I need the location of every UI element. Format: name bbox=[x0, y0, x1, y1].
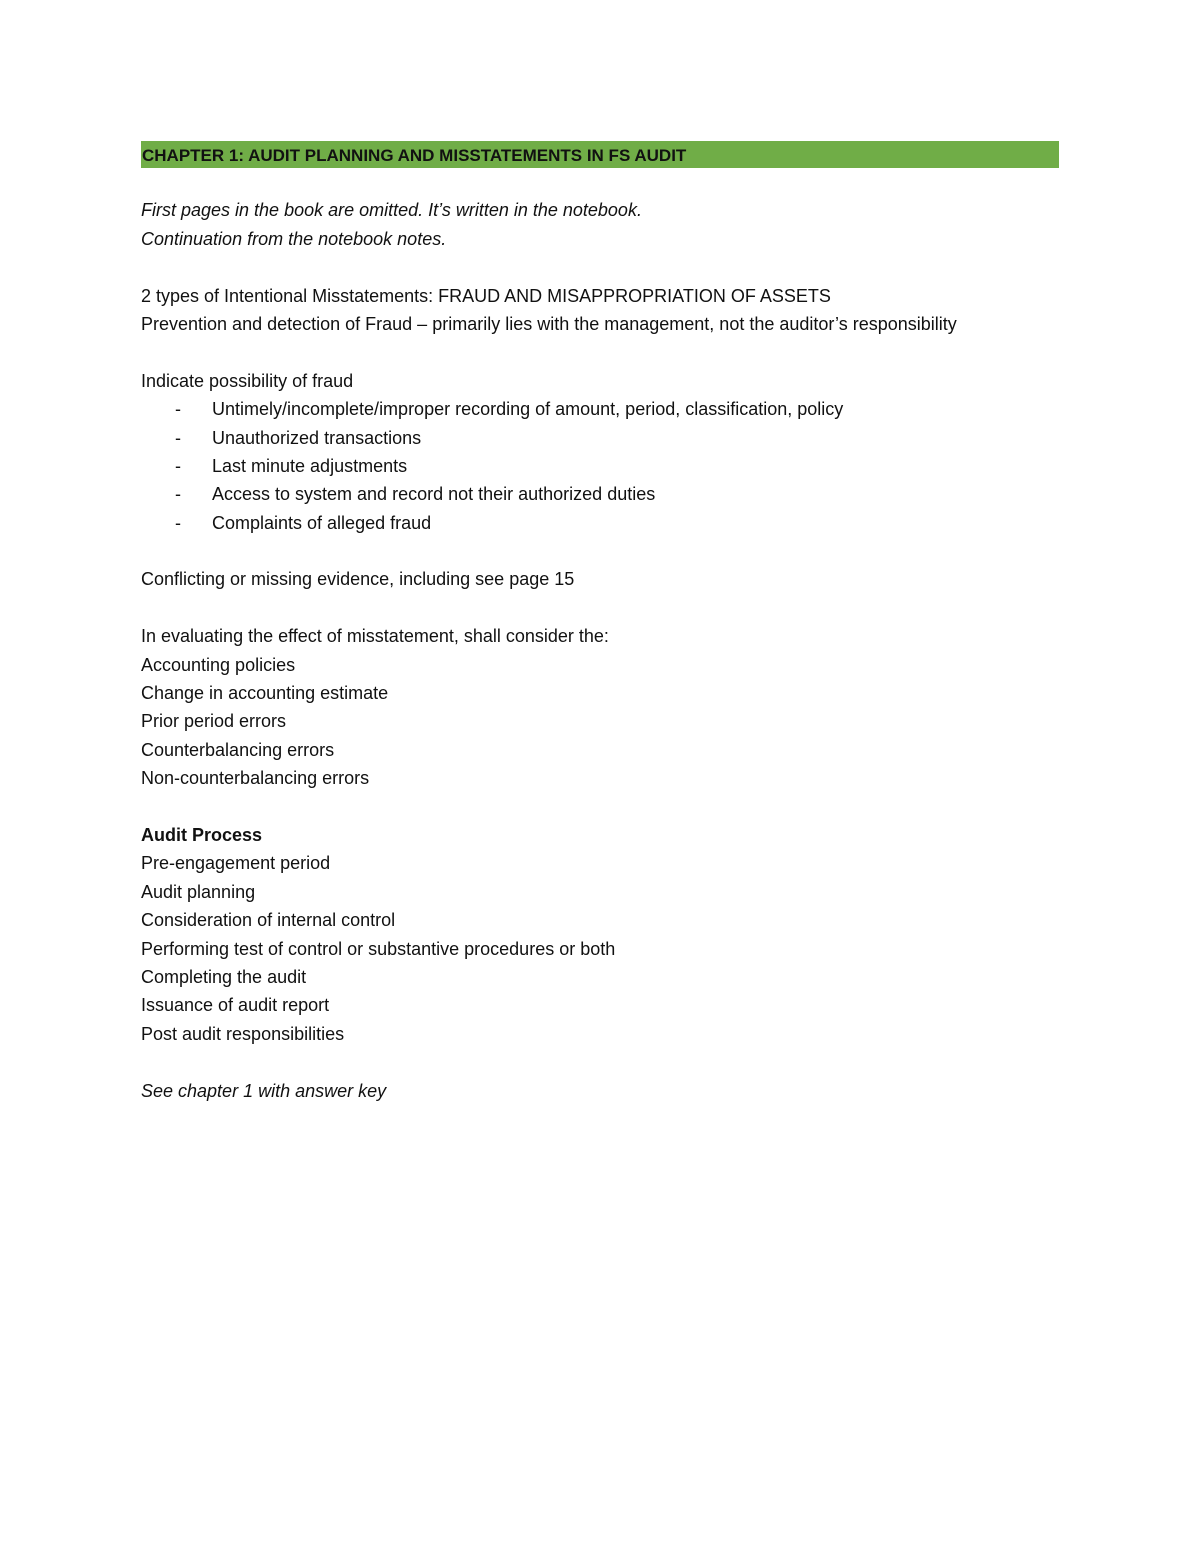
spacer bbox=[141, 793, 1059, 821]
fraud-indicators-title: Indicate possibility of fraud bbox=[141, 370, 354, 391]
fraud-indicators-list bbox=[141, 395, 1059, 537]
list-item bbox=[141, 424, 1059, 452]
bullet-dash: - bbox=[175, 455, 181, 476]
misstatement-types: 2 types of Intentional Misstatements: FRAUD AND MISAPPROPRIATION OF ASSETS bbox=[141, 285, 831, 306]
list-item bbox=[141, 509, 1059, 537]
spacer bbox=[141, 1048, 1059, 1076]
list-item-text: Unauthorized transactions bbox=[212, 427, 422, 448]
list-item: Non-counterbalancing errors bbox=[141, 768, 370, 789]
document-content bbox=[141, 141, 1059, 1105]
list-item-text: Untimely/incomplete/improper recording of amount, period, classification, policy bbox=[212, 399, 844, 420]
conflicting-evidence-line: Conflicting or missing evidence, including see page 15 bbox=[141, 569, 575, 590]
list-item: Consideration of internal control bbox=[141, 910, 396, 931]
spacer bbox=[141, 338, 1059, 366]
list-item-text: Last minute adjustments bbox=[212, 455, 408, 476]
list-item: Audit planning bbox=[141, 881, 256, 902]
list-item: Completing the audit bbox=[141, 966, 307, 987]
spacer bbox=[141, 594, 1059, 622]
list-item: Change in accounting estimate bbox=[141, 683, 389, 704]
evaluating-title: In evaluating the effect of misstatement, shall consider the: bbox=[141, 626, 609, 647]
bullet-dash: - bbox=[175, 512, 181, 533]
intro-line: First pages in the book are omitted. It’s written in the notebook. bbox=[141, 200, 642, 221]
list-item bbox=[141, 395, 1059, 423]
list-item-text: Complaints of alleged fraud bbox=[212, 512, 432, 533]
list-item: Pre-engagement period bbox=[141, 853, 331, 874]
spacer bbox=[141, 253, 1059, 281]
list-item-text: Access to system and record not their authorized duties bbox=[212, 484, 656, 505]
list-item: Counterbalancing errors bbox=[141, 739, 335, 760]
intro-line: Continuation from the notebook notes. bbox=[141, 228, 447, 249]
bullet-dash: - bbox=[175, 427, 181, 448]
spacer bbox=[141, 168, 1059, 196]
list-item bbox=[141, 452, 1059, 480]
list-item: Issuance of audit report bbox=[141, 995, 330, 1016]
list-item: Accounting policies bbox=[141, 654, 296, 675]
list-item: Post audit responsibilities bbox=[141, 1023, 345, 1044]
list-item: Prior period errors bbox=[141, 711, 287, 732]
bullet-dash: - bbox=[175, 484, 181, 505]
list-item bbox=[141, 480, 1059, 508]
footer-note: See chapter 1 with answer key bbox=[141, 1080, 387, 1101]
chapter-heading: CHAPTER 1: AUDIT PLANNING AND MISSTATEMENTS IN FS AUDIT bbox=[141, 141, 1059, 168]
bullet-dash: - bbox=[175, 399, 181, 420]
fraud-responsibility: Prevention and detection of Fraud – primarily lies with the management, not the auditor’s responsibility bbox=[141, 313, 957, 334]
list-item: Performing test of control or substantive procedures or both bbox=[141, 938, 616, 959]
spacer bbox=[141, 537, 1059, 565]
audit-process-title: Audit Process bbox=[141, 824, 263, 845]
